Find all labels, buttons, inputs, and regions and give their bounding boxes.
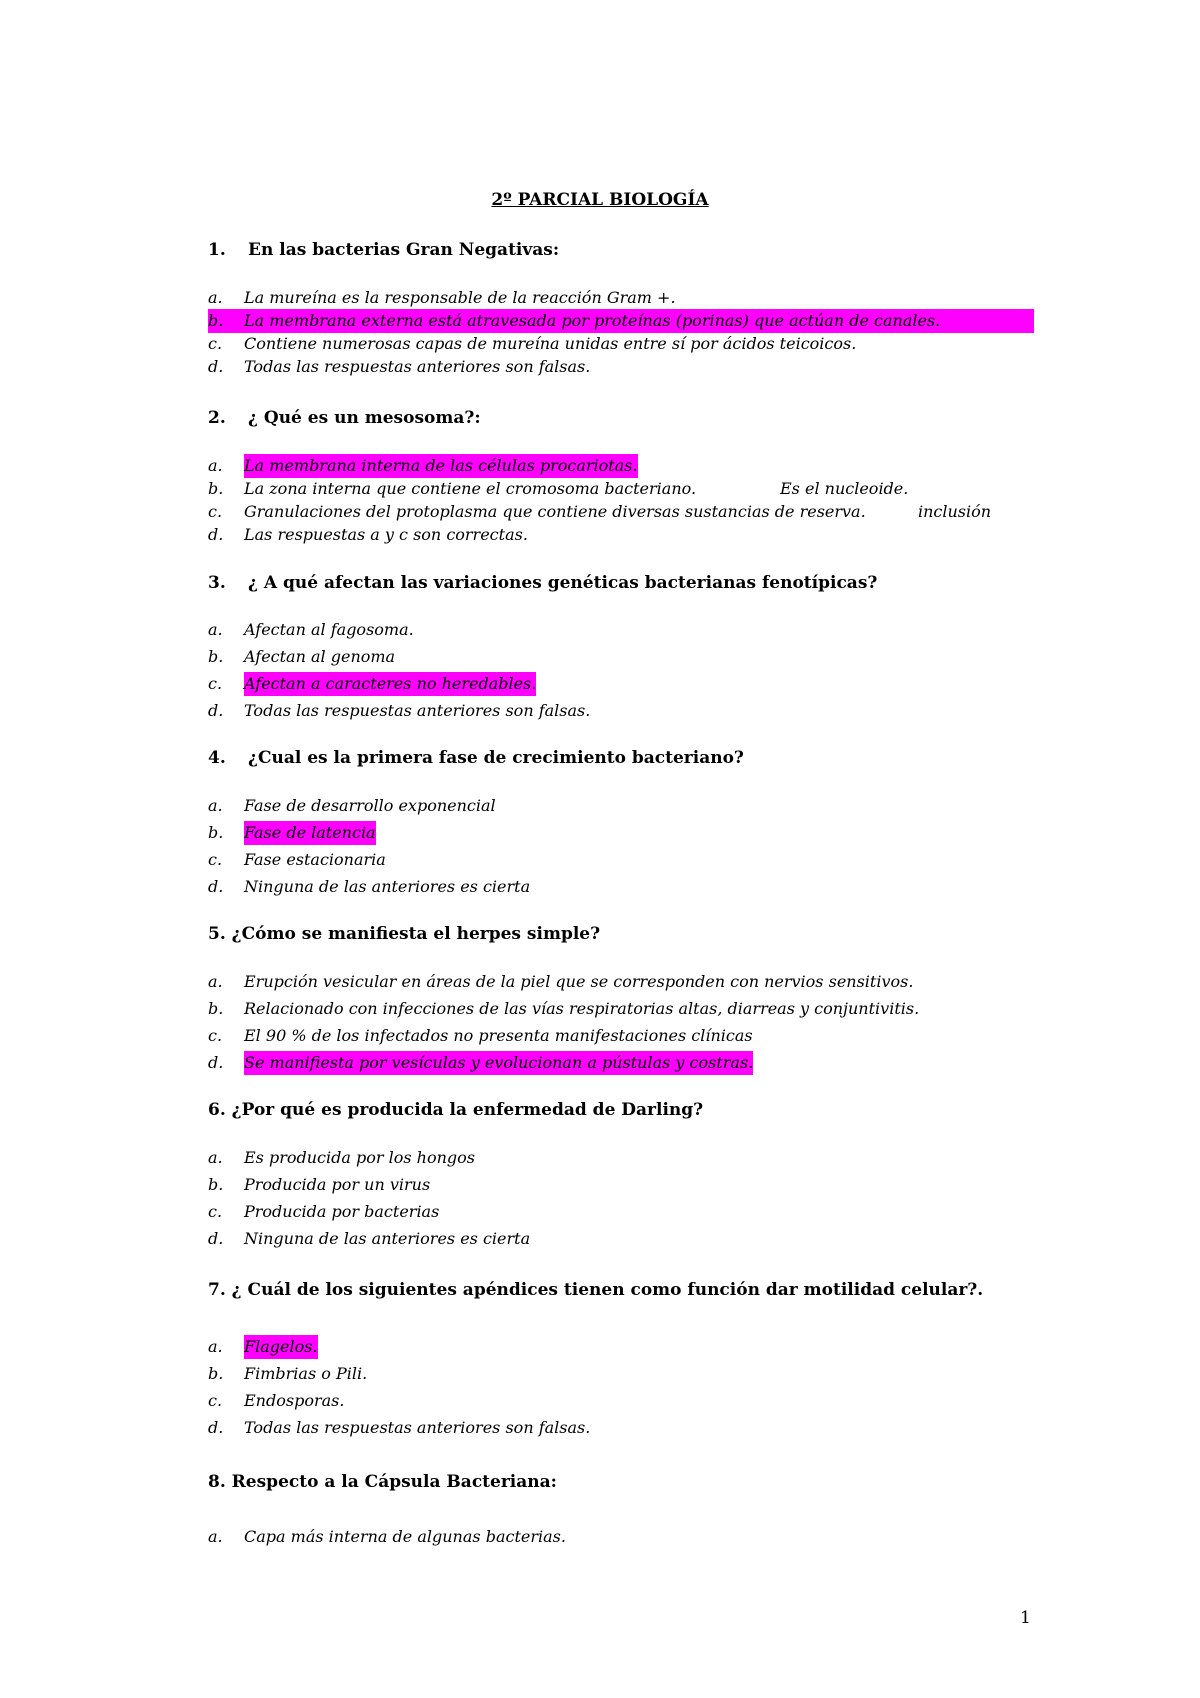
option-letter: c.: [208, 334, 223, 353]
question-text: Respecto a la Cápsula Bacteriana:: [231, 1472, 557, 1492]
question-text: ¿Cual es la primera fase de crecimiento bacteriano?: [248, 748, 744, 768]
question-number: 5.: [208, 924, 226, 944]
question-number: 6.: [208, 1100, 226, 1120]
option-letter: c.: [208, 674, 223, 693]
option-text: Se manifiesta por vesículas y evolucionan a pústulas y costras.: [244, 1051, 753, 1075]
option-text: La zona interna que contiene el cromosoma bacteriano.: [244, 479, 697, 498]
option-letter: d.: [208, 701, 224, 720]
option-letter: b.: [208, 823, 224, 842]
page-title: 2º PARCIAL BIOLOGÍA: [491, 190, 709, 210]
annotation-note: inclusión: [918, 502, 992, 521]
option-text: Es producida por los hongos: [244, 1148, 475, 1167]
option-text: Afectan al genoma: [244, 647, 396, 666]
question-number: 8.: [208, 1472, 226, 1492]
option-text: Todas las respuestas anteriores son falsas.: [244, 1418, 591, 1437]
option-text: Capa más interna de algunas bacterias.: [244, 1527, 566, 1546]
question-number: 1.: [208, 240, 226, 260]
question-1: [208, 240, 559, 260]
option-text: Relacionado con infecciones de las vías respiratorias altas, diarreas y conjuntivitis.: [244, 999, 920, 1018]
option-text: Fase de desarrollo exponencial: [244, 796, 496, 815]
option-text: Erupción vesicular en áreas de la piel que se corresponden con nervios sensitivos.: [244, 972, 914, 991]
option-text: Todas las respuestas anteriores son falsas.: [244, 701, 591, 720]
option-text: Contiene numerosas capas de mureína unidas entre sí por ácidos teicoicos.: [244, 334, 857, 353]
option-letter: a.: [208, 1527, 223, 1546]
option-letter: b.: [208, 647, 224, 666]
question-text: ¿Cómo se manifiesta el herpes simple?: [231, 924, 601, 944]
question-5: [208, 924, 600, 944]
question-number: 7.: [208, 1280, 226, 1300]
option-text: Endosporas.: [244, 1391, 345, 1410]
option-text: Todas las respuestas anteriores son falsas.: [244, 357, 591, 376]
option-letter: a.: [208, 456, 223, 475]
question-number: 2.: [208, 408, 226, 428]
option-letter: c.: [208, 1026, 223, 1045]
option-letter: a.: [208, 796, 223, 815]
option-letter: a.: [208, 288, 223, 307]
option-text: La membrana externa está atravesada por proteínas (porinas) que actúan de canales.: [244, 311, 941, 330]
question-text: ¿ Cuál de los siguientes apéndices tienen como función dar motilidad celular?.: [231, 1280, 984, 1300]
option-letter: d.: [208, 1229, 224, 1248]
option-text: Producida por bacterias: [244, 1202, 440, 1221]
option-text: Fase de latencia: [244, 821, 376, 845]
question-6: [208, 1100, 703, 1120]
question-text: ¿ A qué afectan las variaciones genéticas bacterianas fenotípicas?: [248, 573, 878, 593]
option-text: La membrana interna de las células procariotas.: [244, 454, 638, 478]
option-text: Granulaciones del protoplasma que contiene diversas sustancias de reserva.: [244, 502, 866, 521]
option-text: Las respuestas a y c son correctas.: [244, 525, 528, 544]
option-letter: a.: [208, 1148, 223, 1167]
option-letter: d.: [208, 357, 224, 376]
option-letter: c.: [208, 502, 223, 521]
option-text: Fase estacionaria: [244, 850, 386, 869]
option-letter: b.: [208, 311, 224, 330]
option-letter: a.: [208, 972, 223, 991]
option-letter: b.: [208, 1175, 224, 1194]
option-letter: d.: [208, 1418, 224, 1437]
question-3: [208, 573, 877, 593]
option-letter: c.: [208, 850, 223, 869]
option-text: Fimbrias o Pili.: [244, 1364, 368, 1383]
question-7: [208, 1280, 983, 1300]
question-text: ¿Por qué es producida la enfermedad de Darling?: [231, 1100, 704, 1120]
option-text: Ninguna de las anteriores es cierta: [244, 877, 531, 896]
option-text: La mureína es la responsable de la reacción Gram +.: [244, 288, 676, 307]
option-text: Afectan a caracteres no heredables.: [244, 672, 536, 696]
option-letter: d.: [208, 877, 224, 896]
question-text: ¿ Qué es un mesosoma?:: [248, 408, 481, 428]
page-number: 1: [1020, 1608, 1031, 1628]
option-letter: b.: [208, 479, 224, 498]
question-4: [208, 748, 744, 768]
option-letter: c.: [208, 1391, 223, 1410]
option-text: El 90 % de los infectados no presenta manifestaciones clínicas: [244, 1026, 753, 1045]
option-letter: d.: [208, 525, 224, 544]
option-letter: a.: [208, 620, 223, 639]
question-text: En las bacterias Gran Negativas:: [248, 240, 560, 260]
option-letter: a.: [208, 1337, 223, 1356]
option-text: Producida por un virus: [244, 1175, 431, 1194]
question-2: [208, 408, 481, 428]
option-text: Afectan al fagosoma.: [244, 620, 414, 639]
option-letter: d.: [208, 1053, 224, 1072]
question-8: [208, 1472, 557, 1492]
option-letter: c.: [208, 1202, 223, 1221]
option-text: Ninguna de las anteriores es cierta: [244, 1229, 531, 1248]
option-text: Flagelos.: [244, 1335, 318, 1359]
option-letter: b.: [208, 999, 224, 1018]
annotation-note: Es el nucleoide.: [780, 479, 909, 498]
question-number: 3.: [208, 573, 226, 593]
question-number: 4.: [208, 748, 226, 768]
option-letter: b.: [208, 1364, 224, 1383]
